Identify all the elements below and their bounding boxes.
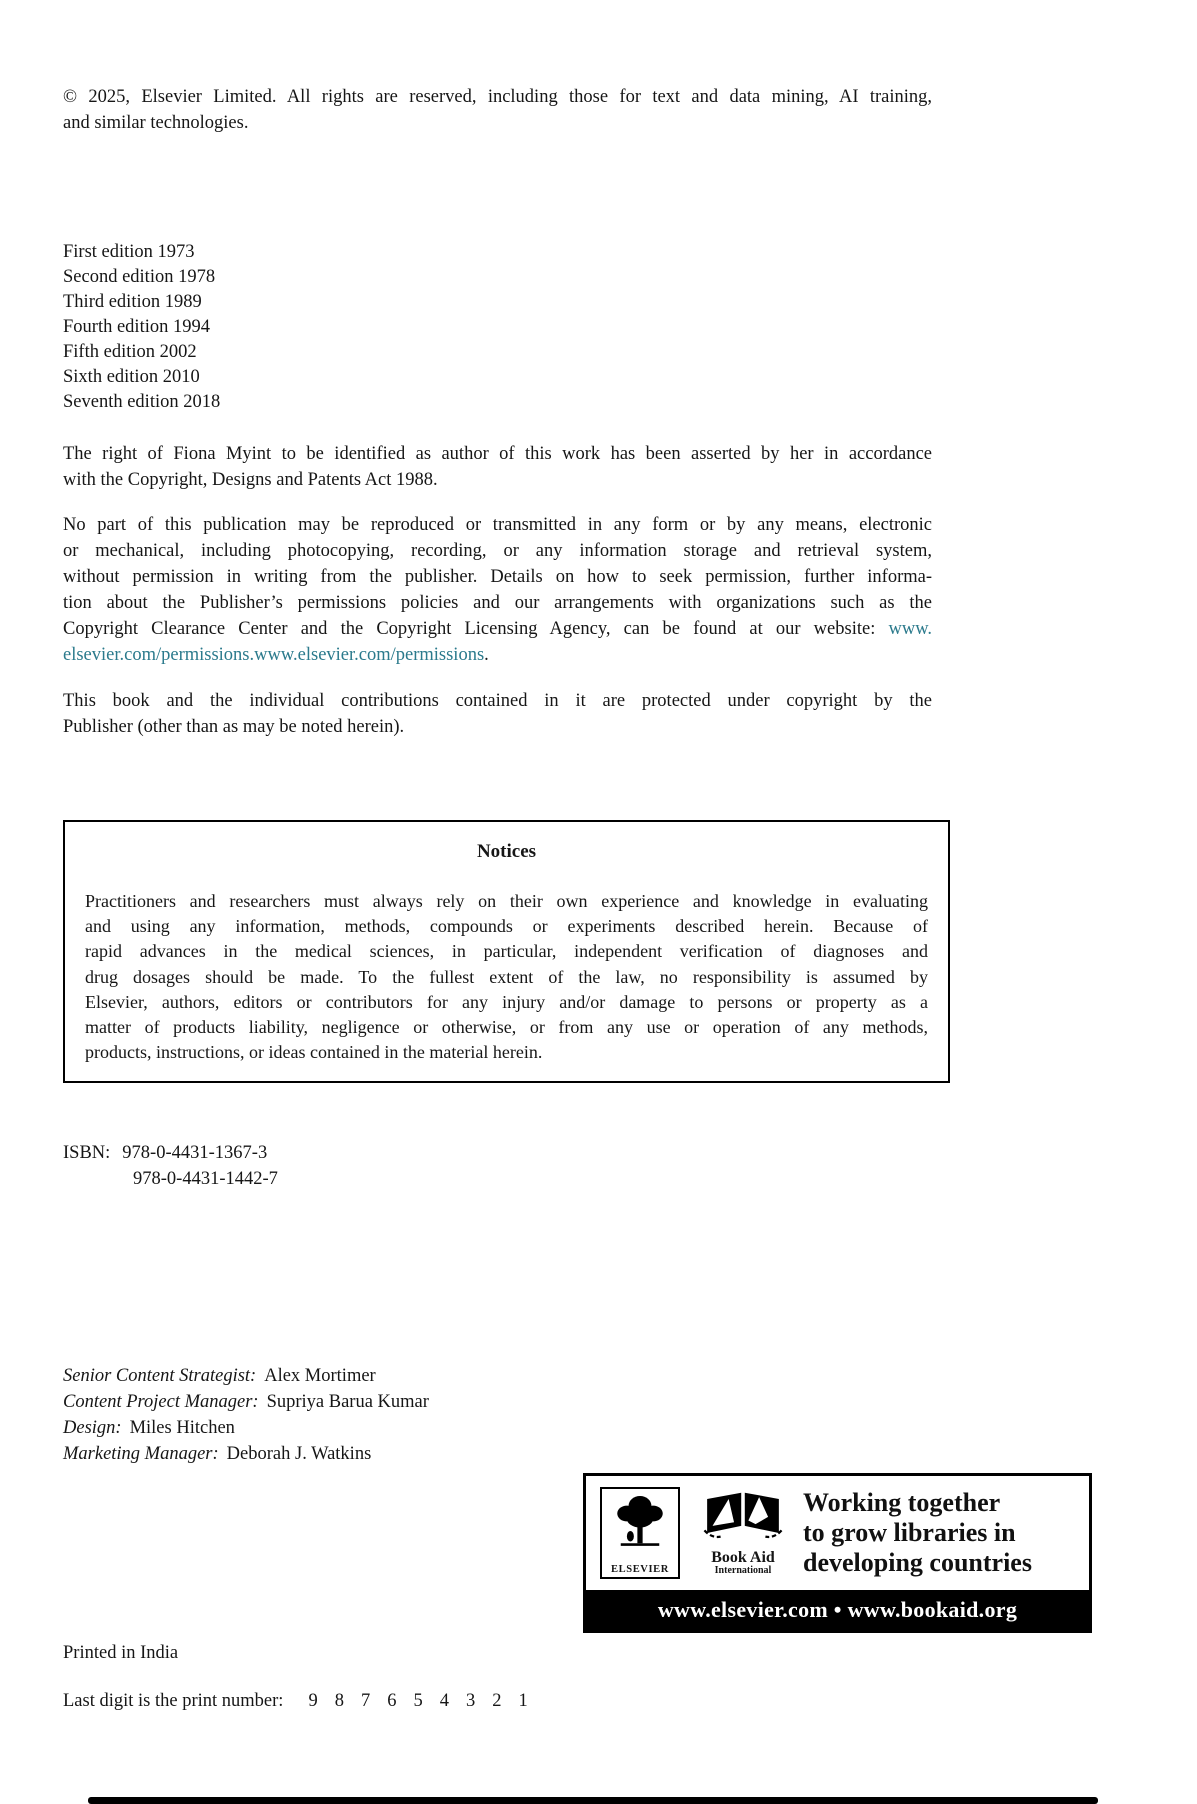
credit-role: Senior Content Strategist:	[63, 1366, 257, 1386]
permissions-line: without permission in writing from the publisher. Details on how to seek permission, further informa-	[63, 567, 932, 587]
isbn-number: 978-0-4431-1442-7	[133, 1169, 278, 1189]
permissions-line	[63, 616, 932, 642]
isbn-line	[63, 1166, 932, 1192]
notices-title: Notices	[476, 841, 537, 862]
permissions-line: No part of this publication may be reproduced or transmitted in any form or by any means, electronic	[63, 515, 932, 535]
notices-line: matter of products liability, negligence or otherwise, or from any use or operation of any methods,	[85, 1017, 928, 1038]
print-digit: 8	[334, 1691, 344, 1711]
permissions-url-link[interactable]: elsevier.com/permissions.www.elsevier.com/permissions	[63, 645, 485, 665]
elsevier-logo-label: ELSEVIER	[611, 1564, 669, 1575]
credit-name: Miles Hitchen	[129, 1418, 235, 1438]
notices-box	[63, 820, 950, 1083]
permissions-line-text: .	[484, 645, 489, 665]
notices-line: drug dosages should be made. To the fullest extent of the law, no responsibility is assumed by	[85, 966, 928, 987]
author-rights-line: The right of Fiona Myint to be identified as author of this work has been asserted by her in accordance	[63, 444, 932, 464]
elsevier-bookaid-banner	[583, 1473, 1092, 1633]
credit-name: Alex Mortimer	[264, 1366, 376, 1386]
bookaid-logo-name: Book Aid	[711, 1549, 775, 1566]
edition-item: Seventh edition 2018	[63, 392, 221, 412]
isbn-block	[63, 1140, 932, 1192]
protection-line: Publisher (other than as may be noted herein).	[63, 717, 405, 737]
print-digit: 7	[360, 1691, 371, 1711]
credit-line	[63, 1389, 932, 1415]
elsevier-logo	[600, 1487, 680, 1579]
permissions-line-text: Copyright Clearance Center and the Copyright Licensing Agency, can be found at our website:	[63, 619, 889, 639]
banner-tagline-line: Working together	[803, 1488, 1001, 1517]
credit-role: Design:	[63, 1418, 122, 1438]
credit-role: Content Project Manager:	[63, 1392, 259, 1412]
print-digit: 5	[413, 1691, 423, 1711]
bookaid-logo-subname: International	[714, 1565, 772, 1576]
print-digit: 6	[387, 1691, 397, 1711]
printed-in: Printed in India	[63, 1643, 179, 1663]
permissions-line	[63, 642, 932, 668]
copyright-line: and similar technologies.	[63, 113, 249, 133]
print-digit: 2	[492, 1691, 502, 1711]
permissions-line: or mechanical, including photocopying, recording, or any information storage and retrieval system,	[63, 541, 932, 561]
permissions-paragraph	[63, 512, 932, 668]
print-number-digits	[291, 1691, 527, 1711]
edition-item: Sixth edition 2010	[63, 367, 200, 387]
author-rights	[63, 441, 932, 493]
edition-item: Fourth edition 1994	[63, 317, 210, 337]
credit-role: Marketing Manager:	[63, 1444, 219, 1464]
copyright-notice	[63, 84, 932, 136]
banner-logos-row	[586, 1476, 1089, 1590]
isbn-number: 978-0-4431-1367-3	[122, 1143, 268, 1163]
banner-tagline	[803, 1488, 1032, 1578]
banner-tagline-line: to grow libraries in	[803, 1518, 1016, 1547]
notices-line: Elsevier, authors, editors or contributors for any injury and/or damage to persons or property as a	[85, 991, 928, 1012]
credit-line	[63, 1415, 932, 1441]
notices-line: products, instructions, or ideas contained in the material herein.	[85, 1042, 543, 1063]
edition-item: First edition 1973	[63, 242, 195, 262]
edition-history	[63, 240, 932, 415]
print-number-label: Last digit is the print number:	[63, 1691, 284, 1711]
print-digit: 9	[308, 1691, 318, 1711]
credit-line	[63, 1363, 932, 1389]
protection-line: This book and the individual contributions contained in it are protected under copyright by the	[63, 691, 932, 711]
notices-line: Practitioners and researchers must always rely on their own experience and knowledge in evaluating	[85, 891, 928, 911]
edition-item: Third edition 1989	[63, 292, 202, 312]
author-rights-line: with the Copyright, Designs and Patents Act 1988.	[63, 470, 438, 490]
edition-item: Second edition 1978	[63, 267, 216, 287]
print-digit: 1	[518, 1691, 528, 1711]
isbn-line	[63, 1140, 932, 1166]
page-edge-artifact	[88, 1797, 1098, 1804]
notices-line: rapid advances in the medical sciences, in particular, independent verification of diagnoses and	[85, 941, 928, 962]
permissions-line: tion about the Publisher’s permissions policies and our arrangements with organizations such as the	[63, 593, 932, 613]
credit-name: Deborah J. Watkins	[226, 1444, 372, 1464]
banner-tagline-line: developing countries	[803, 1548, 1032, 1577]
credit-name: Supriya Barua Kumar	[266, 1392, 429, 1412]
copyright-line: © 2025, Elsevier Limited. All rights are reserved, including those for text and data mining, AI training,	[63, 87, 932, 107]
permissions-url-link[interactable]: www.	[888, 619, 932, 639]
print-digit: 3	[465, 1691, 476, 1711]
print-digit: 4	[439, 1691, 449, 1711]
copyright-protection	[63, 688, 932, 740]
banner-urls: www.elsevier.com • www.bookaid.org	[586, 1590, 1089, 1630]
notices-line: and using any information, methods, compounds or experiments described herein. Because of	[85, 916, 928, 937]
bookaid-logo	[695, 1490, 791, 1576]
edition-item: Fifth edition 2002	[63, 342, 197, 362]
isbn-label: ISBN:	[63, 1143, 111, 1163]
bookaid-book-icon	[699, 1527, 787, 1547]
credits-block	[63, 1363, 932, 1467]
elsevier-tree-icon	[612, 1492, 668, 1564]
print-number-line	[63, 1688, 932, 1714]
notices-text	[85, 889, 928, 1065]
credit-line	[63, 1441, 932, 1467]
